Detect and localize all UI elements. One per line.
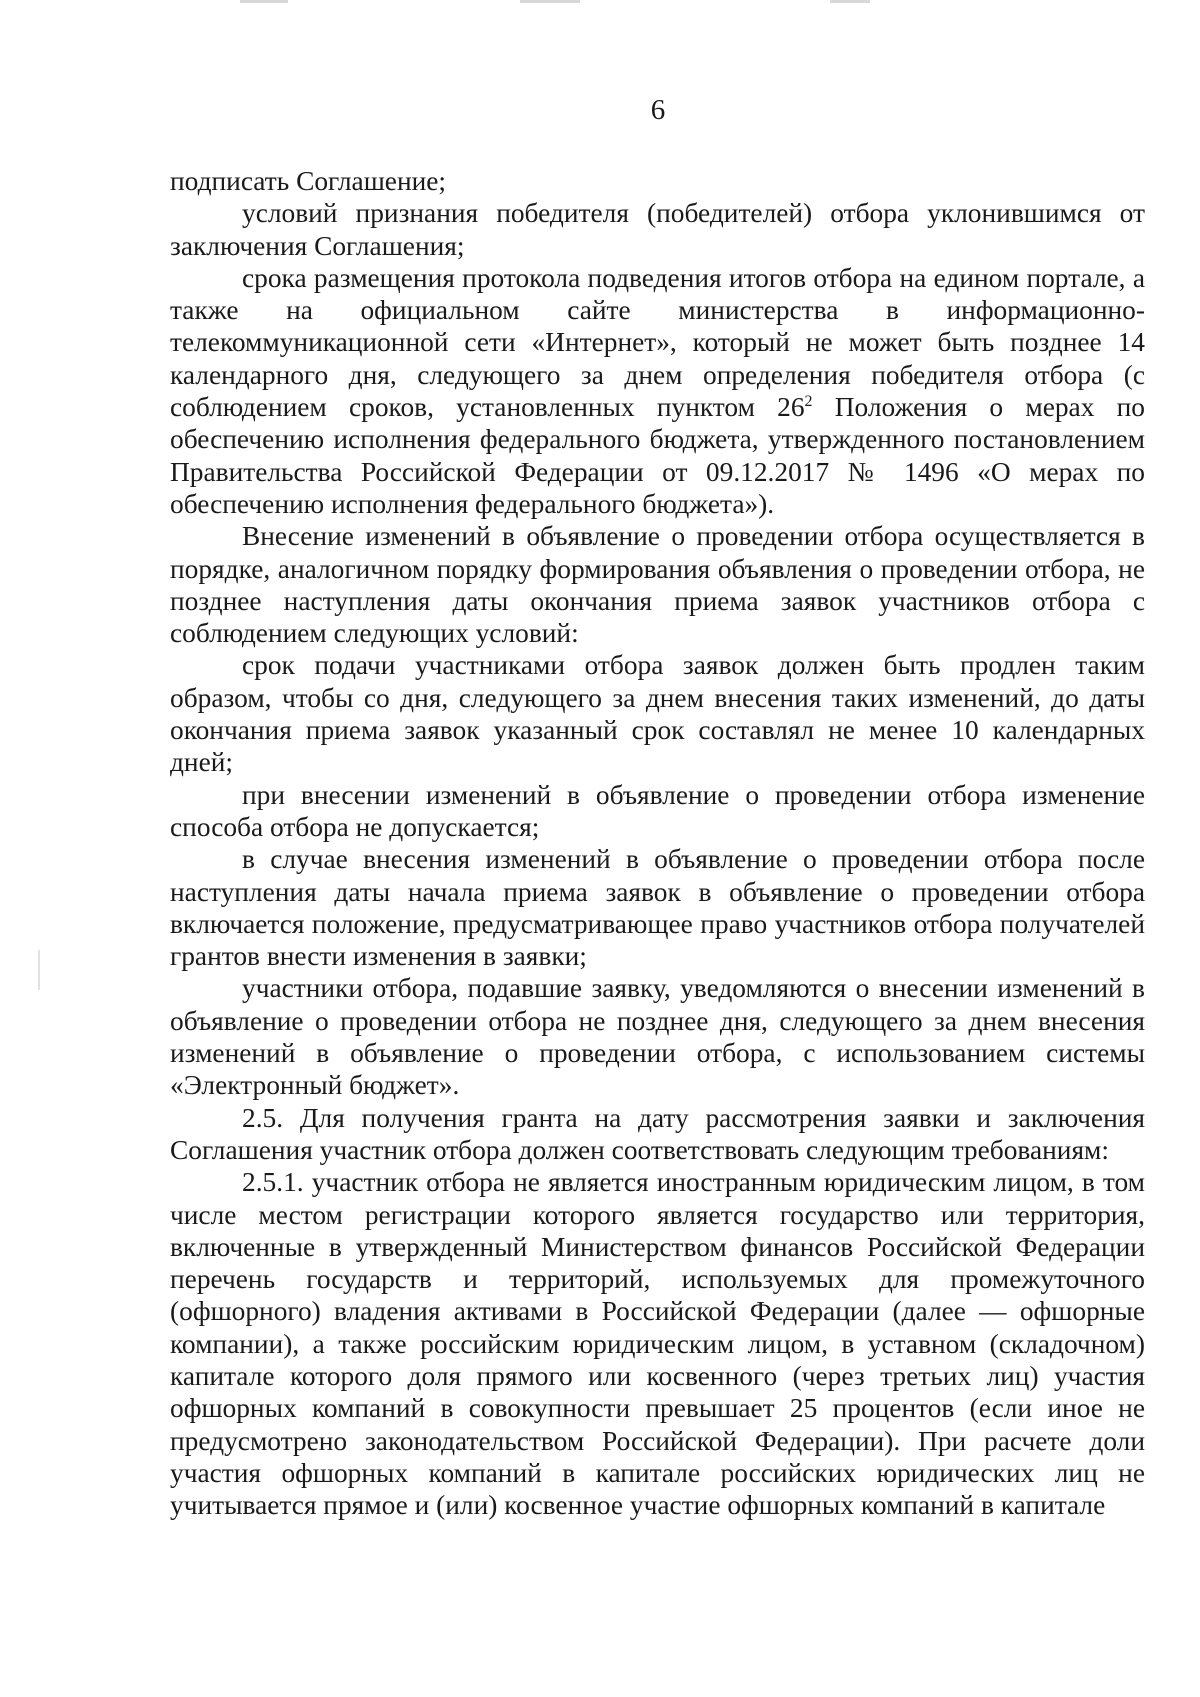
paragraph: срок подачи участниками отбора заявок должен быть продлен таким образом, чтобы со дня, следующего за днем внесения таких изменений, до даты окончания приема заявок указанный срок составлял не менее 10 календарных дней;: [170, 650, 1145, 778]
paragraph: [170, 262, 1145, 520]
paragraph-text: срока размещения протокола подведения итогов отбора на едином портале, а также на официальном сайте министерства в информационно-телекоммуникационной сети «Интернет», который не может быть позднее 14 календарного дня, следующего за днем определения победителя отбора (с соблюдением сроков, установленных пунктом 26: [170, 262, 1145, 423]
superscript: 2: [804, 392, 813, 410]
paragraph-continuation: подписать Соглашение;: [170, 166, 447, 196]
document-body: [170, 165, 1145, 1521]
paragraph-text: Положения о мерах по обеспечению исполнения федерального бюджета, утвержденного постановлением Правительства Российской Федерации от 09.12.2017 № 1496 «О мерах по обеспечению исполнения федерального бюджета»).: [170, 392, 1145, 519]
scan-artifact: [520, 0, 580, 3]
paragraph-section-2-5-1: 2.5.1. участник отбора не является иностранным юридическим лицом, в том числе местом регистрации которого является государство или территория, включенные в утвержденный Министерством финансов Российской Федерации перечень государств и территорий, используемых для промежуточного (офшорного) владения активами в Российской Федерации (далее — офшорные компании), а также российским юридическим лицом, в уставном (складочном) капитале которого доля прямого или косвенного (через третьих лиц) участия офшорных компаний в совокупности превышает 25 процентов (если иное не предусмотрено законодательством Российской Федерации). При расчете доли участия офшорных компаний в капитале российских юридических лиц не учитывается прямое и (или) косвенное участие офшорных компаний в капитале: [170, 1167, 1145, 1521]
paragraph: участники отбора, подавшие заявку, уведомляются о внесении изменений в объявление о проведении отбора не позднее дня, следующего за днем внесения изменений в объявление о проведении отбора, с использованием системы «Электронный бюджет».: [170, 973, 1145, 1101]
paragraph: при внесении изменений в объявление о проведении отбора изменение способа отбора не допускается;: [170, 779, 1145, 842]
scan-artifact: [38, 950, 40, 990]
paragraph: в случае внесения изменений в объявление о проведении отбора после наступления даты начала приема заявок в объявление о проведении отбора включается положение, предусматривающее право участников отбора получателей грантов внести изменения в заявки;: [170, 844, 1145, 972]
paragraph: Внесение изменений в объявление о проведении отбора осуществляется в порядке, аналогичном порядку формирования объявления о проведении отбора, не позднее наступления даты окончания приема заявок участников отбора с соблюдением следующих условий:: [170, 521, 1145, 649]
paragraph: условий признания победителя (победителей) отбора уклонившимся от заключения Соглашения;: [170, 198, 1145, 261]
scan-artifact: [240, 0, 288, 3]
paragraph-section-2-5: 2.5. Для получения гранта на дату рассмотрения заявки и заключения Соглашения участник отбора должен соответствовать следующим требованиям:: [170, 1102, 1145, 1165]
scan-artifact: [830, 0, 870, 3]
page-number: 6: [650, 94, 666, 126]
